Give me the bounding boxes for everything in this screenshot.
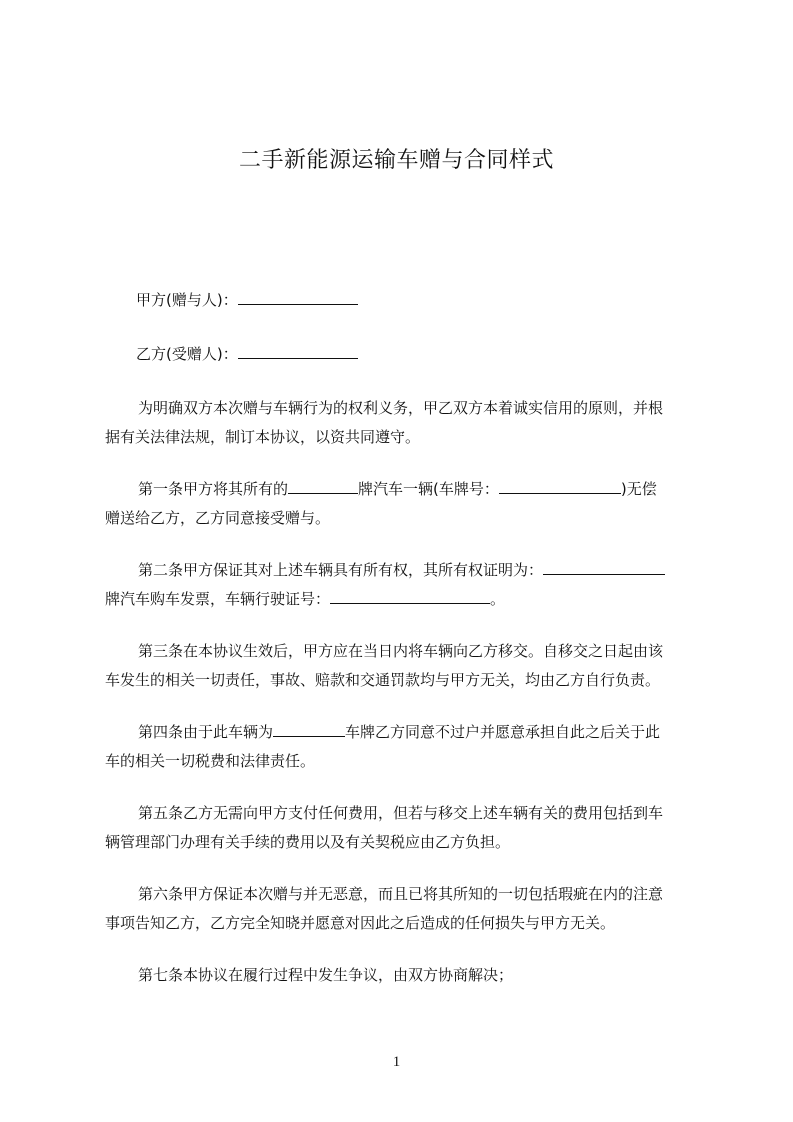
article-1-text-a: 第一条甲方将其所有的 (138, 480, 289, 498)
brand-blank (288, 479, 358, 494)
license-number-blank (330, 589, 490, 604)
article-1-text-b: 牌汽车一辆(车牌号： (358, 480, 499, 498)
ownership-proof-blank (543, 560, 665, 575)
page-number: 1 (392, 1054, 401, 1070)
article-4-text-b: 车牌乙方同意不过户并愿意承担自此之后关于此 (345, 723, 661, 741)
document-title: 二手新能源运输车赠与合同样式 (238, 148, 554, 173)
article-2-line-2 (105, 588, 505, 610)
party-b-line (136, 343, 358, 365)
article-2-text-c: 。 (490, 590, 506, 608)
article-1-line-1 (138, 478, 657, 500)
party-a-line (136, 289, 358, 311)
article-4-text-a: 第四条由于此车辆为 (138, 723, 274, 741)
article-3-line-2: 车发生的相关一切责任，事故、赔款和交通罚款均与甲方无关，均由乙方自行负责。 (105, 671, 661, 689)
article-6-line-2: 事项告知乙方，乙方完全知晓并愿意对因此之后造成的任何损失与甲方无关。 (105, 914, 616, 932)
article-1-text-c: )无偿 (620, 480, 657, 498)
party-a-blank (238, 290, 358, 305)
party-b-label: 乙方(受赠人)： (136, 345, 238, 363)
article-4-line-1 (138, 721, 660, 743)
article-7-line-1: 第七条本协议在履行过程中发生争议，由双方协商解决； (138, 966, 514, 984)
vehicle-type-blank (273, 722, 345, 737)
article-2-line-1 (138, 559, 665, 581)
article-3-line-1: 第三条在本协议生效后，甲方应在当日内将车辆向乙方移交。自移交之日起由该 (138, 642, 664, 660)
article-2-text-a: 第二条甲方保证其对上述车辆具有所有权，其所有权证明为： (138, 561, 544, 579)
preamble-line-1: 为明确双方本次赠与车辆行为的权利义务，甲乙双方本着诚实信用的原则，并根 (138, 399, 664, 417)
article-6-line-1: 第六条甲方保证本次赠与并无恶意，而且已将其所知的一切包括瑕疵在内的注意 (138, 885, 664, 903)
article-2-text-b: 牌汽车购车发票，车辆行驶证号： (105, 590, 331, 608)
article-5-line-2: 辆管理部门办理有关手续的费用以及有关契税应由乙方负担。 (105, 833, 511, 851)
preamble-line-2: 据有关法律法规，制订本协议，以资共同遵守。 (105, 428, 421, 446)
article-5-line-1: 第五条乙方无需向甲方支付任何费用，但若与移交上述车辆有关的费用包括到车 (138, 804, 664, 822)
plate-number-blank (499, 479, 621, 494)
article-4-line-2: 车的相关一切税费和法律责任。 (105, 752, 316, 770)
party-a-label: 甲方(赠与人)： (136, 291, 238, 309)
article-1-line-2: 赠送给乙方，乙方同意接受赠与。 (105, 509, 331, 527)
party-b-blank (238, 344, 358, 359)
